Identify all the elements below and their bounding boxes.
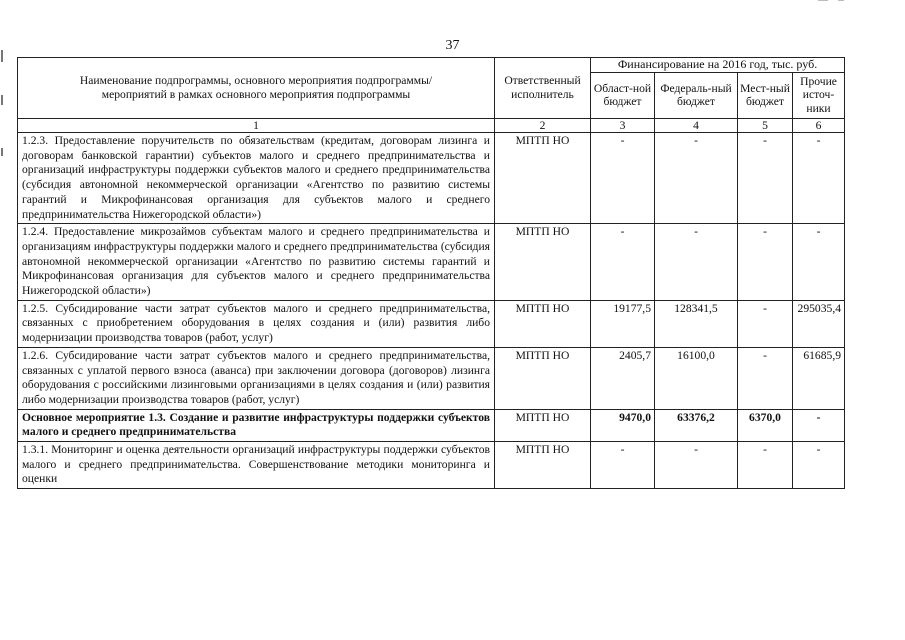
row-federal: -	[655, 442, 738, 489]
row-other: 61685,9	[793, 347, 845, 409]
row-name: 1.3.1. Мониторинг и оценка деятельности организаций инфраструктуры поддержки субъектов малого и среднего предпринимательства. Совершенствование методики мониторинга и оценки	[18, 442, 495, 489]
row-regional: 19177,5	[591, 300, 655, 347]
row-name: 1.2.5. Субсидирование части затрат субъектов малого и среднего предпринимательства, связанных с приобретением оборудования в целях создания и (или) развития либо модернизации производства товаров (работ, услуг)	[18, 300, 495, 347]
row-local: -	[738, 300, 793, 347]
row-regional: 2405,7	[591, 347, 655, 409]
table-row-main-activity	[18, 409, 845, 441]
table-row	[18, 133, 845, 224]
row-executor: МПТП НО	[495, 347, 591, 409]
row-name: 1.2.6. Субсидирование части затрат субъектов малого и среднего предпринимательства, связанных с уплатой первого взноса (аванса) при заключении договора (договоров) лизинга оборудования с российскими лизинговыми организациями в целях создания и (или) развития либо модернизации производства товаров (работ, услуг)	[18, 347, 495, 409]
row-other: -	[793, 442, 845, 489]
row-local: -	[738, 347, 793, 409]
column-number: 3	[591, 118, 655, 133]
table-row	[18, 347, 845, 409]
row-federal: 128341,5	[655, 300, 738, 347]
row-executor: МПТП НО	[495, 409, 591, 441]
page-number: 37	[445, 38, 460, 53]
corner-mark	[818, 0, 828, 1]
row-executor: МПТП НО	[495, 224, 591, 301]
column-number: 5	[738, 118, 793, 133]
row-federal: -	[655, 133, 738, 224]
header-financing: Финансирование на 2016 год, тыс. руб.	[591, 58, 845, 73]
column-number: 2	[495, 118, 591, 133]
column-number: 1	[18, 118, 495, 133]
header-local-budget: Мест-ный бюджет	[738, 72, 793, 118]
row-executor: МПТП НО	[495, 133, 591, 224]
column-numbers-row	[18, 118, 845, 133]
row-regional: -	[591, 442, 655, 489]
row-federal: -	[655, 224, 738, 301]
row-local: -	[738, 133, 793, 224]
header-other-sources: Прочие источ-ники	[793, 72, 845, 118]
row-regional: 9470,0	[591, 409, 655, 441]
header-regional-budget: Област-ной бюджет	[591, 72, 655, 118]
row-other: -	[793, 133, 845, 224]
row-other: -	[793, 224, 845, 301]
margin-mark	[1, 50, 3, 62]
row-name: 1.2.4. Предоставление микрозаймов субъектам малого и среднего предпринимательства и организациям инфраструктуры поддержки малого и среднего предпринимательства (субсидия автономной некоммерческой организации «Агентство по развитию системы гарантий и Микрофинансовая организация для субъектов малого и среднего предпринимательства Нижегородской области»)	[18, 224, 495, 301]
row-regional: -	[591, 224, 655, 301]
row-name: Основное мероприятие 1.3. Создание и развитие инфраструктуры поддержки субъектов малого и среднего предпринимательства	[18, 409, 495, 441]
header-executor: Ответственный исполнитель	[495, 58, 591, 119]
corner-mark	[838, 0, 844, 1]
header-federal-budget: Федераль-ный бюджет	[655, 72, 738, 118]
column-number: 4	[655, 118, 738, 133]
table-row	[18, 224, 845, 301]
table-row	[18, 300, 845, 347]
row-local: 6370,0	[738, 409, 793, 441]
table-row	[18, 442, 845, 489]
row-name: 1.2.3. Предоставление поручительств по обязательствам (кредитам, договорам лизинга и договорам банковской гарантии) субъектов малого и среднего предпринимательства и организаций инфраструктуры поддержки субъектов малого и среднего предпринимательства (субсидия автономной некоммерческой организации «Агентство по развитию системы гарантий и Микрофинансовая организация для субъектов малого и среднего предпринимательства Нижегородской области»)	[18, 133, 495, 224]
row-executor: МПТП НО	[495, 300, 591, 347]
row-local: -	[738, 442, 793, 489]
row-federal: 63376,2	[655, 409, 738, 441]
financing-table	[17, 57, 845, 489]
row-other: -	[793, 409, 845, 441]
margin-mark	[1, 95, 3, 105]
margin-mark	[1, 148, 3, 156]
row-executor: МПТП НО	[495, 442, 591, 489]
row-other: 295035,4	[793, 300, 845, 347]
row-regional: -	[591, 133, 655, 224]
row-local: -	[738, 224, 793, 301]
header-name: Наименование подпрограммы, основного мероприятия подпрограммы/мероприятий в рамках основного мероприятия подпрограммы	[18, 58, 495, 119]
column-number: 6	[793, 118, 845, 133]
row-federal: 16100,0	[655, 347, 738, 409]
